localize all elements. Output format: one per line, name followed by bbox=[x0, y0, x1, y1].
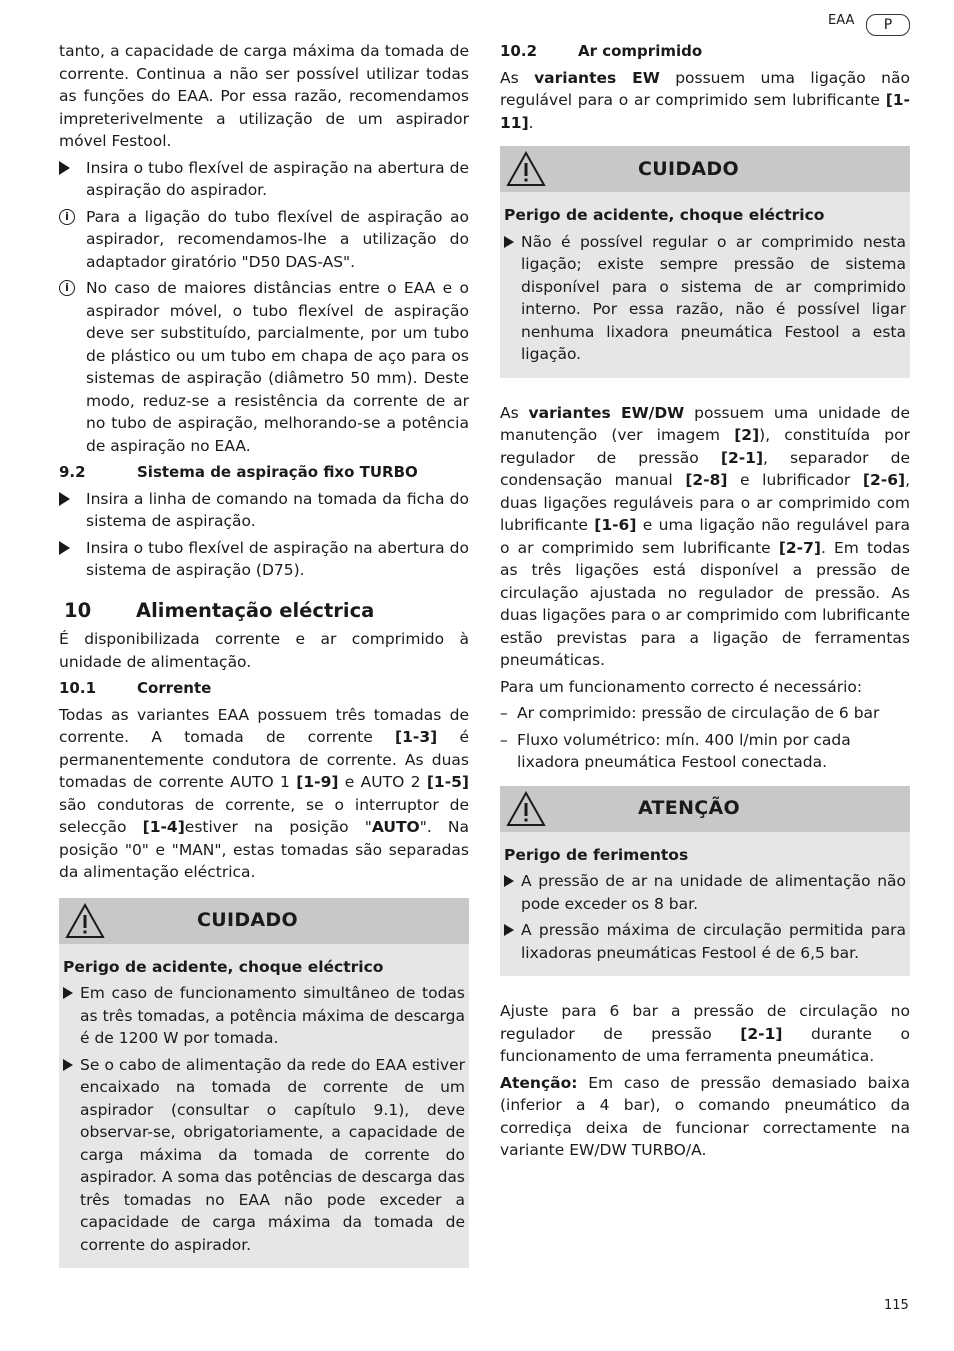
attention-paragraph: Atenção: Em caso de pressão demasiado baixa (inferior a 4 bar), o comando pneumático da corrediça deixa de funcionar correctamente na variante EW/DW TURBO/A. bbox=[500, 1073, 910, 1159]
ew-dw-paragraph: As variantes EW/DW possuem uma unidade de manutenção (ver imagem [2]), constituída por regulador de pressão [2-1], separador de condensação manual [2-8] e lubrificador [2-6], duas ligações reguláveis para o ar comprimido com lubrificante [1-6] e uma ligação não regulável para o ar comprimido sem lubrificante [2-7]. Em todas as três ligações está disponível a pressão de circulação ajustada no regulador de pressão. As duas ligações para o ar comprimido com lubrificante estão previstas para a ligação de ferramentas pneumáticas. bbox=[500, 403, 911, 669]
warning-triangle-icon bbox=[506, 151, 546, 187]
info-note: i Para a ligação do tubo flexível de aspiração ao aspirador, recomendamos-lhe a utilização do adaptador giratório "D50 DAS-AS". bbox=[59, 206, 469, 274]
triangle-bullet-icon bbox=[504, 231, 524, 257]
attention-subtitle: Perigo de ferimentos bbox=[504, 845, 689, 864]
list-item: A pressão máxima de circulação permitida para lixadoras pneumáticas Festool é de 6,5 bar. bbox=[504, 919, 906, 964]
list-item: Insira o tubo flexível de aspiração na abertura de aspiração do aspirador. bbox=[59, 157, 469, 202]
triangle-bullet-icon bbox=[63, 1054, 83, 1080]
caution-box bbox=[59, 898, 469, 1269]
caution-title: CUIDADO bbox=[638, 157, 739, 180]
requirements-intro: Para um funcionamento correcto é necessário: bbox=[500, 677, 863, 696]
list-item: A pressão de ar na unidade de alimentação não pode exceder os 8 bar. bbox=[504, 870, 906, 915]
caution-box bbox=[500, 146, 910, 378]
right-column bbox=[500, 40, 910, 1166]
intro-paragraph: tanto, a capacidade de carga máxima da tomada de corrente. Continua a não ser possível utilizar todas as funções do EAA. Por essa razão, recomendamos impreterivelmente a utilização de um aspirador móvel Festool. bbox=[59, 42, 469, 150]
left-column bbox=[59, 40, 469, 1286]
caution-subtitle: Perigo de acidente, choque eléctrico bbox=[504, 206, 825, 224]
list-item: Insira a linha de comando na tomada da ficha do sistema de aspiração. bbox=[59, 488, 469, 533]
section-10-1-text: Todas as variantes EAA possuem três tomadas de corrente. A tomada de corrente [1-3] é permanentemente condutora de corrente. As duas tomadas de corrente AUTO 1 [1-9] e AUTO 2 [1-5] são condutoras de corrente, se o interruptor de selecção [1-4]estiver na posição "AUTO". Na posição "0" e "MAN", estas tomadas são separadas da alimentação eléctrica. bbox=[59, 705, 469, 881]
list-item: – Ar comprimido: pressão de circulação de 6 bar bbox=[500, 704, 880, 722]
triangle-bullet-icon bbox=[59, 157, 79, 184]
attention-box bbox=[500, 786, 910, 977]
caution-title: CUIDADO bbox=[197, 909, 298, 932]
page-number: 115 bbox=[884, 1298, 909, 1313]
section-heading-10-1: 10.1 Corrente bbox=[59, 679, 212, 697]
info-icon: i bbox=[59, 277, 79, 300]
warning-triangle-icon bbox=[506, 791, 546, 827]
header-doc-label: EAA bbox=[828, 13, 855, 28]
list-item: Em caso de funcionamento simultâneo de todas as três tomadas, a potência máxima de descarga é de 1200 W por tomada. bbox=[63, 982, 465, 1050]
warning-triangle-icon bbox=[65, 903, 105, 939]
adjust-paragraph: Ajuste para 6 bar a pressão de circulação no regulador de pressão [2-1] durante o funcionamento de uma ferramenta pneumática. bbox=[500, 1002, 910, 1065]
triangle-bullet-icon bbox=[63, 982, 83, 1008]
triangle-bullet-icon bbox=[59, 488, 79, 515]
language-badge: P bbox=[866, 14, 910, 36]
section-heading-10-2: 10.2 Ar comprimido bbox=[500, 42, 703, 60]
triangle-bullet-icon bbox=[504, 919, 524, 945]
section-heading-9-2: 9.2 Sistema de aspiração fixo TURBO bbox=[59, 463, 418, 481]
list-item: – Fluxo volumétrico: mín. 400 l/min por cada lixadora pneumática Festool conectada. bbox=[500, 730, 851, 771]
info-icon: i bbox=[59, 206, 79, 229]
list-item: Não é possível regular o ar comprimido nesta ligação; existe sempre pressão de sistema disponível para o sistema de ar comprimido interno. Por essa razão, não é possível ligar nenhuma lixadora pneumática Festool a esta ligação. bbox=[504, 231, 906, 366]
section-10-text: É disponibilizada corrente e ar comprimido à unidade de alimentação. bbox=[59, 630, 469, 671]
section-heading-10: 10 Alimentação eléctrica bbox=[64, 598, 375, 622]
attention-title: ATENÇÃO bbox=[638, 797, 740, 820]
list-item: Se o cabo de alimentação da rede do EAA estiver encaixado na tomada de corrente de um aspirador (consultar o capítulo 9.1), deve observar-se, obrigatoriamente, a capacidade de carga máxima da tomada de corrente do aspirador. A soma das potências de descarga das três tomadas no EAA não pode exceder a capacidade de carga máxima da tomada de corrente do aspirador. bbox=[63, 1054, 465, 1257]
triangle-bullet-icon bbox=[504, 870, 524, 896]
triangle-bullet-icon bbox=[59, 537, 79, 564]
info-note: i No caso de maiores distâncias entre o EAA e o aspirador móvel, o tubo flexível de aspiração deve ser substituído, parcialmente, por um tubo de plástico ou um tubo em chapa de aço para os sistemas de aspiração (diâmetro 50 mm). Deste modo, reduz-se a resistência da corrente de ar no tubo de aspiração, melhorando-se a potência de aspiração no EAA. bbox=[59, 277, 469, 457]
caution-subtitle: Perigo de acidente, choque eléctrico bbox=[63, 957, 384, 976]
list-item: Insira o tubo flexível de aspiração na abertura do sistema de aspiração (D75). bbox=[59, 537, 469, 582]
section-10-2-text: As variantes EW possuem uma ligação não regulável para o ar comprimido sem lubrificante [1-11]. bbox=[500, 68, 910, 132]
